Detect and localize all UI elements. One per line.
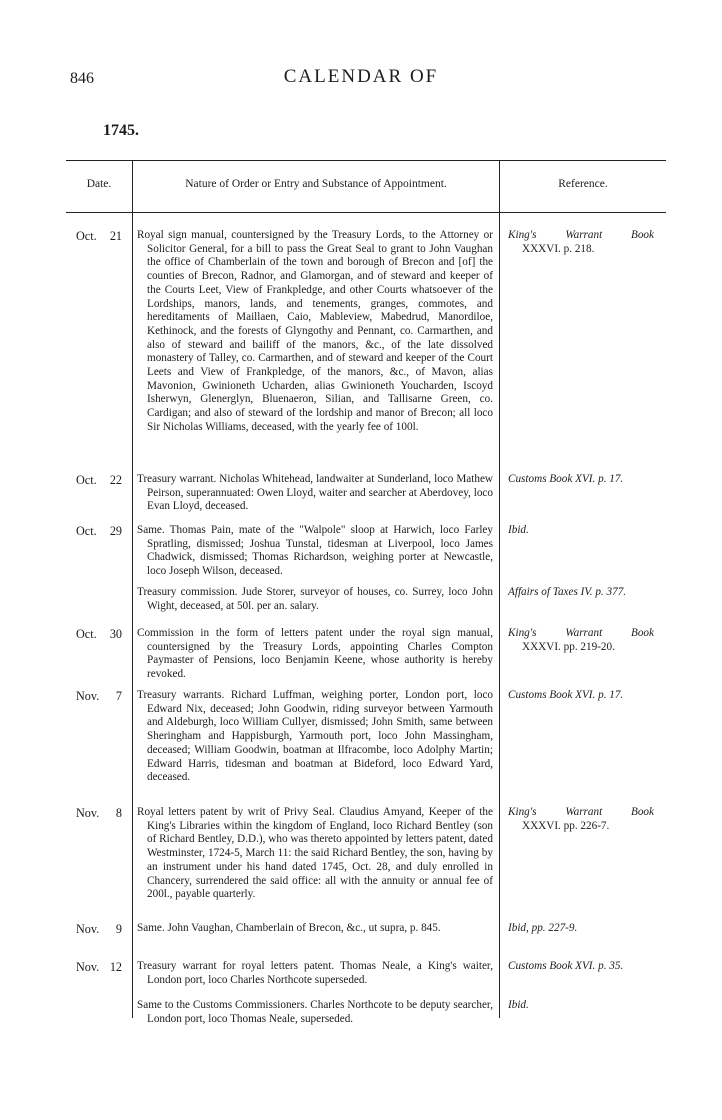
entry-reference: Affairs of Taxes IV. p. 377. <box>508 586 627 598</box>
entry-text: Treasury warrant. Nicholas Whitehead, landwaiter at Sunderland, loco Mathew Peirson, superannuated: Owen Lloyd, waiter and searcher at Aberdovey, loco Evan Lloyd, deceased. <box>137 473 493 513</box>
column-heading-nature: Nature of Order or Entry and Substance of Appointment. <box>185 178 447 190</box>
entry-text: Treasury commission. Jude Storer, surveyor of houses, co. Surrey, loco John Wight, deceased, at 50l. per an. salary. <box>137 586 493 612</box>
entry-text: Same. Thomas Pain, mate of the "Walpole" sloop at Harwich, loco Farley Spratling, dismissed; Joshua Tunstal, tidesman at Liverpool, loco James Chadwick, dismissed; Thomas Richardson, weighing porter at Newcastle, loco Joseph Wilson, deceased. <box>137 524 493 578</box>
entry-reference: King's Warrant Book XXXVI. pp. 219-20. <box>508 627 654 653</box>
entry-date: Nov. 7 <box>76 689 122 703</box>
table-top-rule <box>66 160 666 161</box>
entry-date: Oct. 21 <box>76 229 122 243</box>
entry-text: Treasury warrants. Richard Luffman, weighing porter, London port, loco Edward Nix, deceased; John Goodwin, riding surveyor between Yarmouth and Aldeburgh, loco William Cullyer, dismissed; John Smith, same between Sheringham and Happisburgh, Yarmouth port, loco John Massingham, deceased; William Goodwin, boatman at Ilfracombe, loco Adolphy Martin; Edward Harris, tidesman and boatman at Bideford, loco Edward Yard, deceased. <box>137 689 493 784</box>
entry-text: Same. John Vaughan, Chamberlain of Brecon, &c., ut supra, p. 845. <box>137 922 441 934</box>
entry-date: Oct. 22 <box>76 473 122 487</box>
entry-reference: King's Warrant Book XXXVI. pp. 226-7. <box>508 806 654 832</box>
entry-reference: Customs Book XVI. p. 17. <box>508 689 624 701</box>
running-title: CALENDAR OF <box>283 66 439 87</box>
entry-text: Commission in the form of letters patent under the royal sign manual, countersigned by the Treasury Lords, appointing Charles Compton Paymaster of Pensions, loco Benjamin Keene, whose authority is hereby revoked. <box>137 627 493 681</box>
entry-reference: Ibid. <box>508 524 529 536</box>
column-heading-reference: Reference. <box>558 178 608 190</box>
entry-date: Nov. 9 <box>76 922 122 936</box>
entry-text: Treasury warrant for royal letters patent. Thomas Neale, a King's waiter, London port, loco Charles Northcote superseded. <box>137 960 493 986</box>
entry-reference: Customs Book XVI. p. 17. <box>508 473 624 485</box>
entry-date: Nov. 12 <box>76 960 122 974</box>
entry-reference: Ibid, pp. 227-9. <box>508 922 578 934</box>
entry-reference: Customs Book XVI. p. 35. <box>508 960 624 972</box>
entry-date: Nov. 8 <box>76 806 122 820</box>
entry-text: Royal letters patent by writ of Privy Seal. Claudius Amyand, Keeper of the King's Libraries within the kingdom of England, loco Richard Bentley (son of Richard Bentley, D.D.), who was thereto appointed by letters patent, dated Westminster, 1724-5, March 11: the said Richard Bentley, the son, having by an instrument under his hand dated 1745, Oct. 28, and duly enrolled in Chancery, surrendered the said office: all with the annuity or annual fee of 200l., payable quarterly. <box>137 806 493 901</box>
column-divider-reference <box>499 160 500 1018</box>
entry-text: Royal sign manual, countersigned by the Treasury Lords, to the Attorney or Solicitor General, for a bill to pass the Great Seal to grant to John Vaughan the office of Chamberlain of the town and borough of Brecon and [of] the counties of Brecon, Radnor, and Glamorgan, and of steward and keeper of the Courts Leet, View of Frankpledge, and other Courts whatsoever of the Lordships, manors, lands, and tenements, granges, commotes, and hereditaments of Maillaen, Caio, Mableview, Mabedrud, Manordiloe, Kethinock, and the forests of Glyngothy and Pennant, co. Carmarthen, and also of steward and bailiff of the manors, &c., of the late dissolved monastery of Talley, co. Carmarthen, and of steward and keeper of the Court Leets and View of Frankpledge, of the manors, &c., of Mavon, alias Mavonion, Gwinioneth Ucharden, alias Gwinioneth Youcharden, Iscoyd Isherwyn, Glenerglyn, Bluenaeron, Silian, and Tallisarne Green, co. Cardigan; and also of steward of the lordship and manor of Brecon; all loco Sir Nicholas Williams, deceased, with the yearly fee of 100l. <box>137 229 493 433</box>
entry-reference: King's Warrant Book XXXVI. p. 218. <box>508 229 654 255</box>
entry-reference: Ibid. <box>508 999 529 1011</box>
entry-date: Oct. 29 <box>76 524 122 538</box>
entry-date: Oct. 30 <box>76 627 122 641</box>
column-heading-date: Date. <box>86 178 112 190</box>
page-number: 846 <box>70 70 94 87</box>
column-divider-date <box>132 160 133 1018</box>
header-bottom-rule <box>66 212 666 213</box>
year-heading: 1745. <box>103 122 139 139</box>
entry-text: Same to the Customs Commissioners. Charles Northcote to be deputy searcher, London port, loco Thomas Neale, superseded. <box>137 999 493 1025</box>
